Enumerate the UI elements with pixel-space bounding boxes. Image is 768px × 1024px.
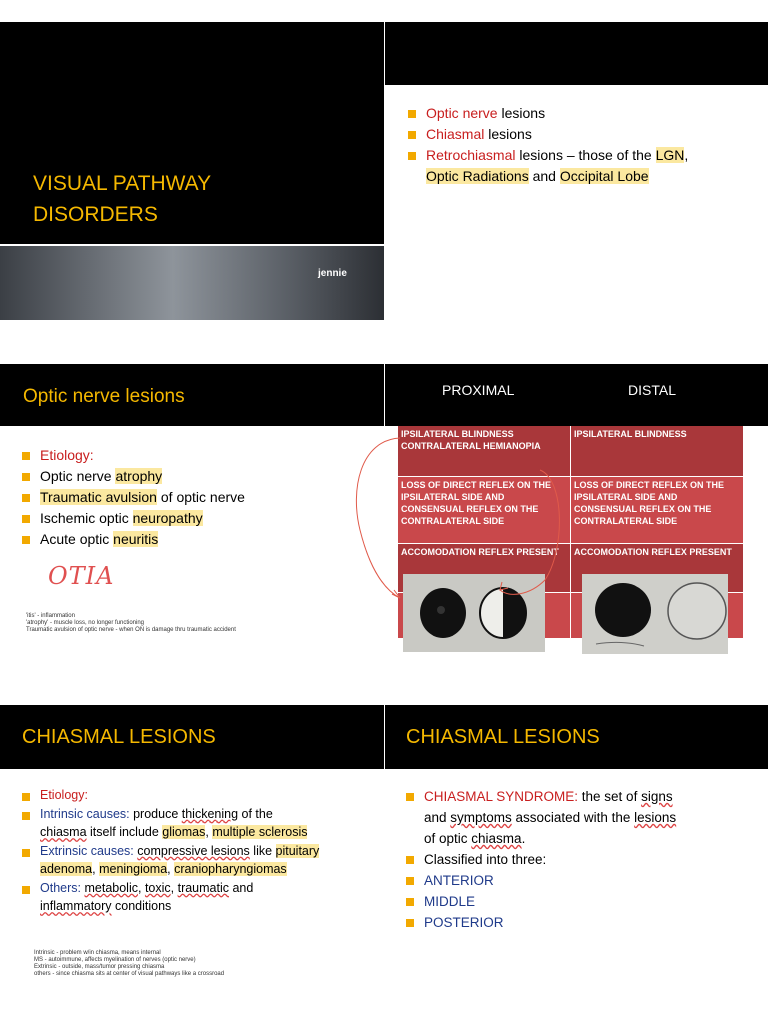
pupil-photo-distal xyxy=(582,574,728,654)
slide3-title: Optic nerve lesions xyxy=(23,386,185,407)
posterior-label: POSTERIOR xyxy=(424,915,504,930)
slide6-text: . xyxy=(521,831,526,846)
traumatic-underline: traumatic xyxy=(177,880,229,895)
slide3-item-text: Optic nerve xyxy=(40,468,116,484)
compressive-underline: compressive lesions xyxy=(137,843,250,858)
slide3-item-text: of optic nerve xyxy=(156,489,245,505)
slide1-author-bar xyxy=(0,246,384,320)
neuritis-highlight: neuritis xyxy=(113,531,159,547)
traumatic-avulsion-highlight: Traumatic avulsion xyxy=(40,489,157,505)
slide3-item xyxy=(22,508,372,529)
slide3-item xyxy=(22,487,372,508)
slide5-text: like xyxy=(249,843,276,858)
note-line: Traumatic avulsion of optic nerve - when ON is damage thru traumatic accident xyxy=(26,627,236,633)
multiple-sclerosis-highlight: multiple sclerosis xyxy=(212,825,308,839)
lgn-highlight: LGN xyxy=(655,147,685,163)
slide5-text: , xyxy=(205,825,213,839)
slide2-item xyxy=(408,124,758,145)
symptoms-underline: symptoms xyxy=(450,810,512,825)
annotation-arrows xyxy=(340,430,570,610)
middle-label: MIDDLE xyxy=(424,894,476,909)
slide3-item xyxy=(22,466,372,487)
slide6-text: and xyxy=(424,810,451,825)
slide5-item xyxy=(22,805,372,842)
slide1-title xyxy=(33,168,211,230)
table-cell: LOSS OF DIRECT REFLEX ON THE IPSILATERAL SIDE AND CONSENSUAL REFLEX ON THE CONTRALATERAL SIDE xyxy=(571,477,743,543)
note-line: MS - autoimmune, affects myelination of nerves (optic nerve) xyxy=(34,957,196,963)
slide6-text: associated with the xyxy=(511,810,635,825)
others-label: Others: xyxy=(40,880,81,895)
pituitary-highlight: pituitary xyxy=(275,843,320,858)
adenoma-highlight: adenoma xyxy=(40,862,93,876)
slide2-item-text: lesions xyxy=(497,105,546,121)
table-cell: IPSILATERAL BLINDNESS CONTRALATERAL HEMIANOPIA xyxy=(398,426,570,476)
craniopharyngiomas-highlight: craniopharyngiomas xyxy=(174,862,287,876)
slide5-text: produce xyxy=(129,806,182,821)
note-line: 'atrophy' - muscle loss, no longer functioning xyxy=(26,620,145,626)
slide2-item-text: lesions – those of the xyxy=(515,147,656,163)
slide6-title: CHIASMAL LESIONS xyxy=(406,726,600,748)
table-cell: LOSS OF DIRECT REFLEX ON THE IPSILATERAL SIDE AND CONSENSUAL REFLEX ON THE CONTRALATERAL SIDE xyxy=(398,477,570,543)
slide2-item-keyword: Retrochiasmal xyxy=(426,147,516,163)
slide2-list xyxy=(408,103,758,187)
toxic-underline: toxic xyxy=(144,880,171,895)
chiasma-underline: chiasma xyxy=(471,831,522,846)
slide3-item-text: Acute optic xyxy=(40,531,114,547)
slide5-notes xyxy=(34,950,374,978)
slide6-item xyxy=(406,849,756,870)
slide6-text: Classified into three: xyxy=(424,852,547,867)
thickening-underline: thickening xyxy=(181,806,239,821)
slide2-item-text: and xyxy=(528,168,560,184)
slide3-item xyxy=(22,445,372,466)
slide6-item xyxy=(406,786,756,849)
table-cell: IPSILATERAL BLINDNESS xyxy=(571,426,743,476)
slide5-text: conditions xyxy=(111,899,172,913)
slide2-item xyxy=(408,103,758,124)
inflammatory-underline: inflammatory xyxy=(40,899,112,913)
slide5-text: , xyxy=(137,880,145,895)
meningioma-highlight: meningioma xyxy=(99,862,168,876)
chiasma-underline: chiasma xyxy=(40,825,87,839)
slide5-item xyxy=(22,842,372,879)
slide5-text: of the xyxy=(238,806,273,821)
note-line: Intrinsic - problem w/in chiasma, means internal xyxy=(34,950,161,956)
table-cell: ACCOMODATION REFLEX PRESENT xyxy=(398,544,570,592)
etiology-label: Etiology: xyxy=(40,788,88,802)
slide5-item xyxy=(22,879,372,916)
signs-underline: signs xyxy=(641,789,673,804)
neuropathy-highlight: neuropathy xyxy=(132,510,203,526)
slide2-item-text: , xyxy=(684,147,689,163)
note-line: 'itis' - inflammation xyxy=(26,613,75,619)
slide6-item xyxy=(406,891,756,912)
col-header-distal: DISTAL xyxy=(628,382,676,398)
metabolic-underline: metabolic xyxy=(84,880,138,895)
slide2-item-text: lesions xyxy=(484,126,532,142)
slide3-item-text: Ischemic optic xyxy=(40,510,133,526)
slide5-text: itself include xyxy=(86,825,163,839)
note-line: others - since chiasma sits at center of visual pathways like a crossroad xyxy=(34,971,225,977)
slide2-item-keyword: Optic nerve xyxy=(426,105,498,121)
slide5-text: , xyxy=(167,862,175,876)
col-header-proximal: PROXIMAL xyxy=(442,382,515,398)
slide2-item-keyword: Chiasmal xyxy=(426,126,485,142)
slide5-text: and xyxy=(229,880,254,895)
gliomas-highlight: gliomas xyxy=(162,825,206,839)
table-cell: ACCOMODATION REFLEX PRESENT xyxy=(571,544,743,592)
slide1-title-line1: VISUAL PATHWAY xyxy=(33,172,212,195)
slide3-item xyxy=(22,529,372,550)
slide2-item xyxy=(408,145,758,187)
atrophy-highlight: atrophy xyxy=(115,468,163,484)
extrinsic-label: Extrinsic causes: xyxy=(40,843,134,858)
slide5-text: , xyxy=(170,880,178,895)
etiology-label: Etiology: xyxy=(40,447,94,463)
pupil-drawing xyxy=(582,574,728,654)
slide2-header xyxy=(385,22,768,85)
handwritten-annotation: OTIA xyxy=(48,562,115,590)
slide6-item xyxy=(406,870,756,891)
slide5-text: , xyxy=(92,862,100,876)
intrinsic-label: Intrinsic causes: xyxy=(40,806,130,821)
slide5-item xyxy=(22,786,372,805)
slide6-text: the set of xyxy=(578,789,642,804)
lesions-underline: lesions xyxy=(634,810,677,825)
slide6-item xyxy=(406,912,756,933)
slide5-list xyxy=(22,786,372,916)
slide1-author: jennie xyxy=(318,268,347,279)
slide6-text: of optic xyxy=(424,831,472,846)
anterior-label: ANTERIOR xyxy=(424,873,494,888)
slide1-title-line2: DISORDERS xyxy=(33,203,158,226)
slide3-list xyxy=(22,445,372,550)
slide5-title: CHIASMAL LESIONS xyxy=(22,726,216,748)
occipital-lobe-highlight: Occipital Lobe xyxy=(559,168,649,184)
note-line: Extrinsic - outside, mass/tumor pressing chiasma xyxy=(34,964,165,970)
optic-radiations-highlight: Optic Radiations xyxy=(426,168,529,184)
slide3-notes xyxy=(26,613,366,634)
slide6-list xyxy=(406,786,756,933)
chiasmal-syndrome-label: CHIASMAL SYNDROME: xyxy=(424,789,579,804)
